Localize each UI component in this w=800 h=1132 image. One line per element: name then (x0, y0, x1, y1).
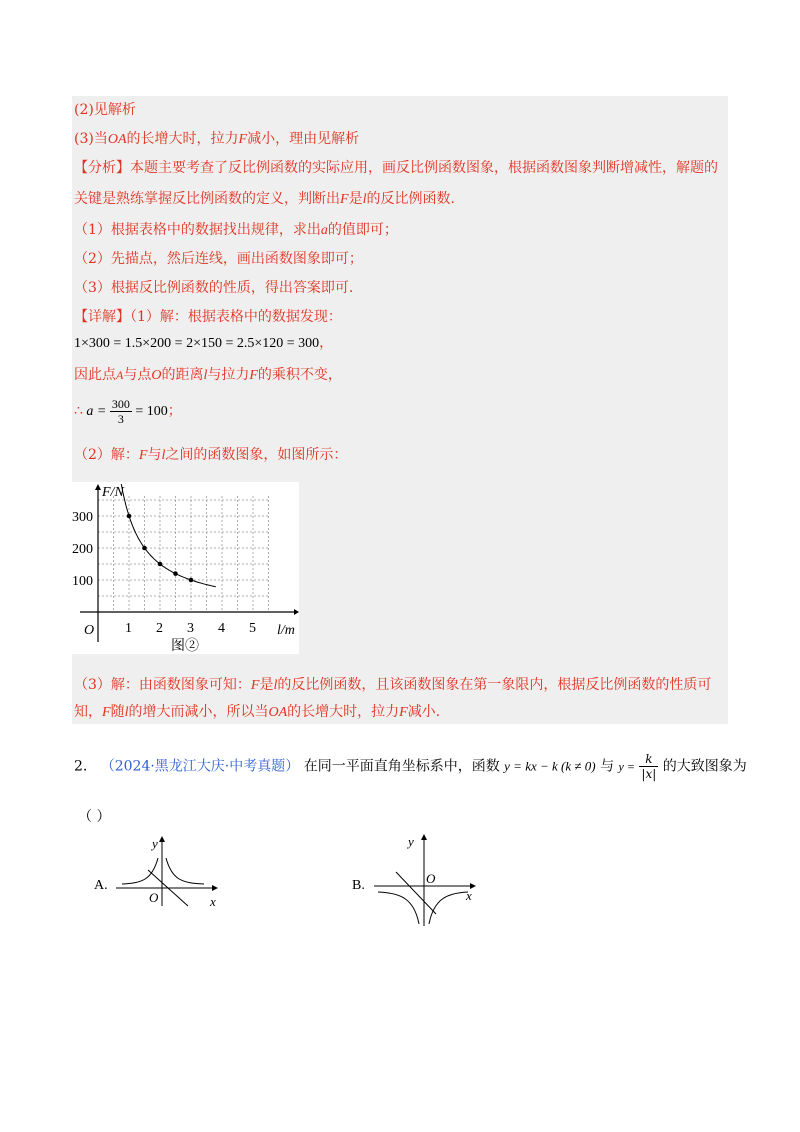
data-point (173, 571, 178, 576)
inverse-function-figure (72, 482, 299, 654)
step-3: （3）根据反比例函数的性质，得出答案即可. (74, 280, 354, 296)
step-2: （2）先描点，然后连线，画出函数图象即可； (74, 251, 363, 267)
origin-label: O (84, 623, 95, 638)
data-point (127, 514, 132, 519)
part3-line-1: （3）解：由函数图象可知：F是l的反比例函数，且该函数图象在第一象限内，根据反比例函数的性质可 (74, 677, 712, 693)
option-a-right-branch (166, 858, 204, 884)
y-axis-arrow (95, 484, 101, 490)
option-a-origin: O (149, 890, 159, 905)
constant-product-statement: 因此点A与点O的距离l与拉力F的乘积不变， (74, 367, 342, 383)
option-b-left-branch (378, 892, 419, 924)
option-b-y-label: y (408, 834, 414, 849)
y-axis-label: F/N (102, 485, 124, 500)
x-tick-label: 1 (125, 621, 132, 636)
data-point (189, 578, 194, 583)
x-tick-label: 5 (249, 621, 256, 636)
x-axis-label: l/m (277, 623, 295, 638)
analysis-line-1: 【分析】本题主要考查了反比例函数的实际应用，画反比例函数图象，根据函数图象判断增减性，解题的 (74, 160, 718, 176)
x-tick-label: 3 (187, 621, 194, 636)
option-b-origin: O (426, 871, 436, 886)
detail-heading: 【详解】（1）解：根据表格中的数据发现： (74, 309, 342, 325)
x-axis-arrow (294, 609, 299, 615)
analysis-line-2: 关键是熟练掌握反比例函数的定义，判断出F是l的反比例函数. (74, 191, 455, 207)
figure-caption: 图② (171, 638, 199, 654)
answer-blank: （ ） (78, 809, 111, 825)
option-a-left-branch (122, 858, 158, 884)
data-point (158, 562, 163, 567)
option-b-x-label: x (466, 888, 472, 903)
y-tick-label: 200 (72, 542, 93, 557)
fraction-300-over-3: $\frac{300}{3}$ (111, 397, 130, 427)
part3-line-2: 知，F随l的增大而减小，所以当OA的长增大时，拉力F减小. (74, 704, 441, 720)
option-a-label[interactable]: A. (94, 878, 108, 893)
question-source: （2024·黑龙江大庆·中考真题） (100, 758, 300, 775)
function-1: y = kx − k (k ≠ 0) (504, 758, 596, 774)
question-2: 2. （2024·黑龙江大庆·中考真题） 在同一平面直角坐标系中，函数 y = kx − k (k ≠ 0) 与 y = $\frac{k}{|x|}$ 的大致图象为 (74, 752, 747, 781)
option-b-graph[interactable] (370, 828, 480, 928)
option-b-label[interactable]: B. (352, 878, 365, 893)
option-a-x-label: x (210, 894, 216, 909)
step-1: （1）根据表格中的数据找出规律，求出a的值即可； (74, 222, 398, 238)
answer-part2: (2)见解析 (74, 102, 136, 118)
a-value-equation: ∴ a = $\frac{300}{3}$ = 100； (74, 397, 182, 427)
y-tick-label: 300 (72, 510, 93, 525)
option-a-y-label: y (152, 836, 158, 851)
data-point (142, 546, 147, 551)
y-tick-label: 100 (72, 574, 93, 589)
answer-part3: (3)当OA的长增大时，拉力F减小，理由见解析 (74, 131, 360, 147)
x-tick-label: 4 (218, 621, 225, 636)
chart-svg (72, 482, 299, 654)
part2-statement: （2）解：F与l之间的函数图象，如图所示： (74, 447, 348, 463)
function-2-fraction: $\frac{k}{|x|}$ (641, 752, 657, 781)
option-b-right-branch (429, 892, 468, 924)
inverse-curve (121, 484, 216, 587)
x-tick-label: 2 (156, 621, 163, 636)
product-equation: 1×300 = 1.5×200 = 2×150 = 2.5×120 = 300， (74, 336, 334, 351)
option-a-graph[interactable] (112, 830, 222, 910)
